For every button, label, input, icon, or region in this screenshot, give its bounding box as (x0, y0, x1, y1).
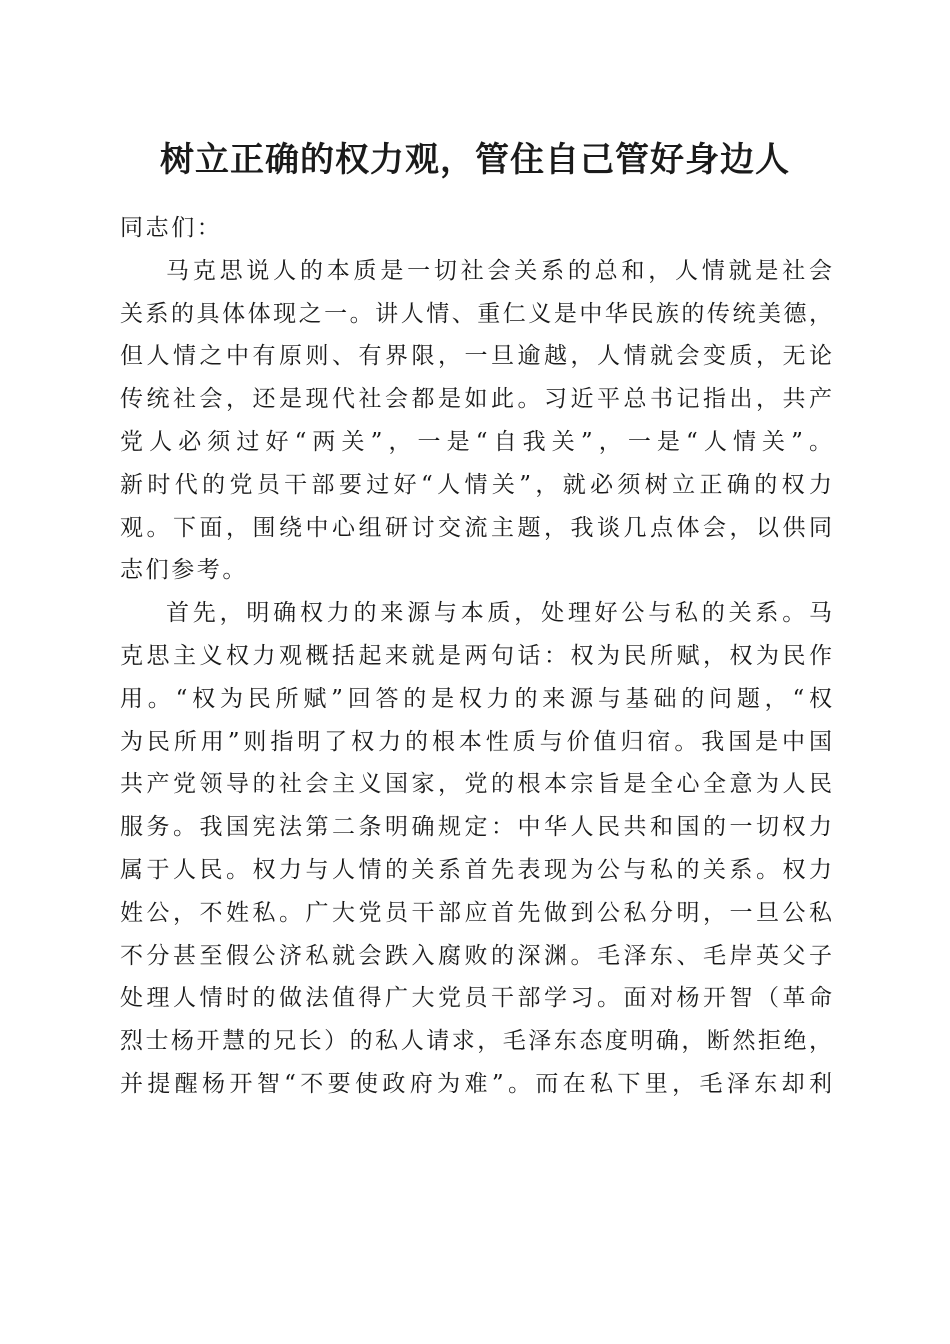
paragraph-line: 传统社会，还是现代社会都是如此。习近平总书记指出，共产 (120, 386, 832, 413)
paragraph-line: 共产党领导的社会主义国家，党的根本宗旨是全心全意为人民 (120, 771, 832, 798)
paragraph-line: 党人必须过好“两关”，一是“自我关”，一是“人情关”。 (120, 428, 832, 455)
paragraph-2 (120, 592, 832, 1106)
paragraph-line: 不分甚至假公济私就会跌入腐败的深渊。毛泽东、毛岸英父子 (120, 942, 832, 969)
paragraph-line: 烈士杨开慧的兄长）的私人请求，毛泽东态度明确，断然拒绝， (120, 1028, 832, 1055)
paragraph-line: 关系的具体体现之一。讲人情、重仁义是中华民族的传统美德， (120, 300, 832, 327)
paragraph-line: 服务。我国宪法第二条明确规定：中华人民共和国的一切权力 (120, 814, 832, 841)
salutation: 同志们： (120, 215, 223, 241)
paragraph-line: 首先，明确权力的来源与本质，处理好公与私的关系。马 (166, 600, 832, 627)
paragraph-line: 为民所用”则指明了权力的根本性质与价值归宿。我国是中国 (120, 728, 832, 755)
paragraph-line: 姓公，不姓私。广大党员干部应首先做到公私分明，一旦公私 (120, 899, 832, 926)
paragraph-line: 观。下面，围绕中心组研讨交流主题，我谈几点体会，以供同 (120, 514, 832, 541)
document-title: 树立正确的权力观，管住自己管好身边人 (160, 140, 790, 180)
paragraph-line: 马克思说人的本质是一切社会关系的总和，人情就是社会 (166, 257, 832, 284)
paragraph-line: 克思主义权力观概括起来就是两句话：权为民所赋，权为民作 (120, 642, 832, 669)
document-body (120, 207, 832, 1106)
paragraph-line: 处理人情时的做法值得广大党员干部学习。面对杨开智（革命 (120, 985, 832, 1012)
paragraph-line: 但人情之中有原则、有界限，一旦逾越，人情就会变质，无论 (120, 343, 832, 370)
paragraph-line: 志们参考。 (120, 557, 248, 584)
paragraph-1 (120, 250, 832, 592)
paragraph-line: 属于人民。权力与人情的关系首先表现为公与私的关系。权力 (120, 856, 832, 883)
paragraph-line: 用。“权为民所赋”回答的是权力的来源与基础的问题，“权 (120, 685, 832, 712)
paragraph-line: 并提醒杨开智“不要使政府为难”。而在私下里，毛泽东却利 (120, 1070, 832, 1097)
paragraph-line: 新时代的党员干部要过好“人情关”，就必须树立正确的权力 (120, 471, 832, 498)
